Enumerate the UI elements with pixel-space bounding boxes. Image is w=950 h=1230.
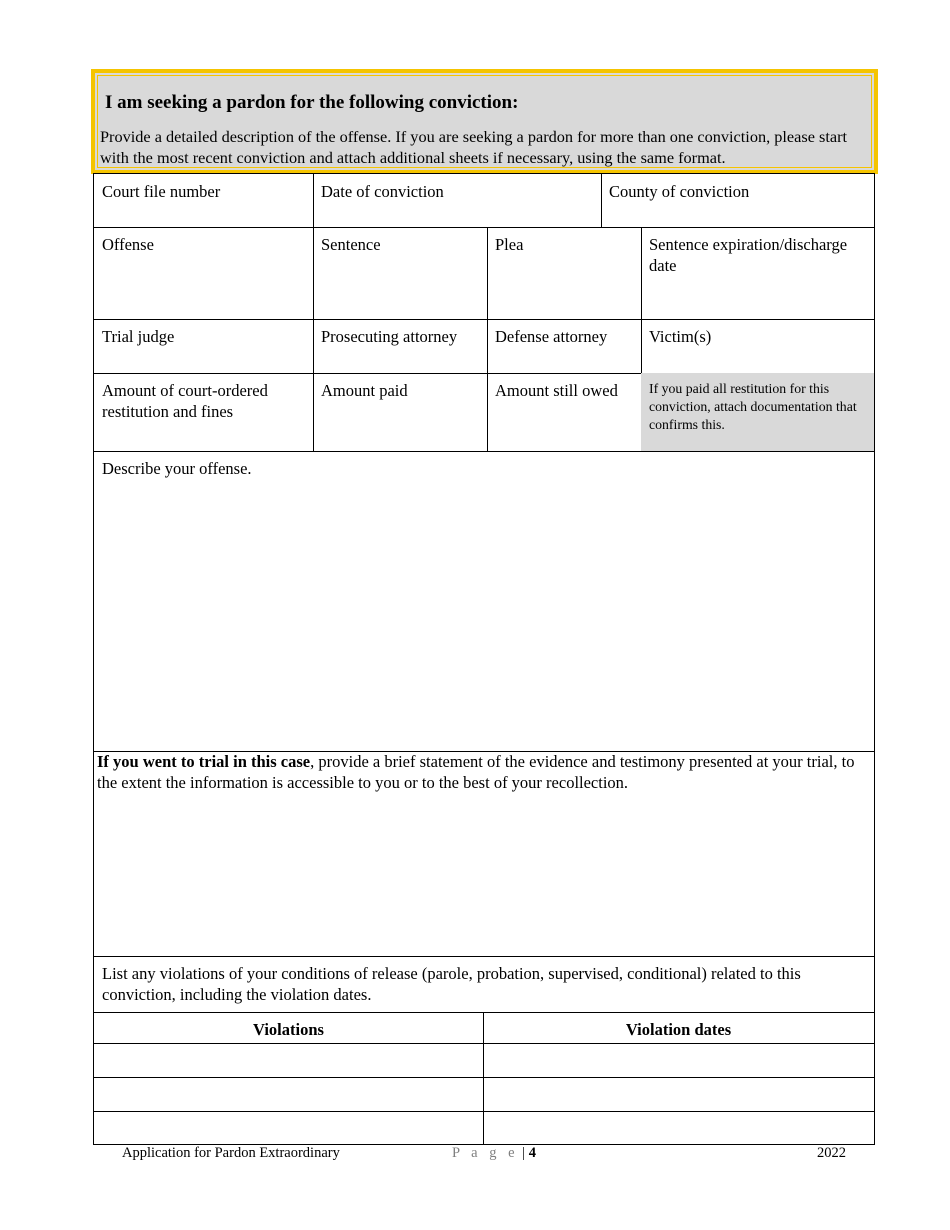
prosecuting-attorney-label: Prosecuting attorney [321,327,458,346]
footer-page-label: P a g e [452,1145,519,1161]
restitution-amount-field[interactable] [93,373,314,452]
amount-owed-label: Amount still owed [495,381,618,400]
restitution-note-text: If you paid all restitution for this conviction, attach documentation that confirms this. [649,381,857,432]
violation-entry-cell[interactable] [93,1043,484,1078]
sentence-field[interactable] [313,227,488,320]
violation-dates-column-header [483,1012,875,1044]
violation-date-entry-cell[interactable] [483,1043,875,1078]
footer-form-name: Application for Pardon Extraordinary [122,1145,340,1161]
date-of-conviction-label: Date of conviction [321,182,444,201]
county-of-conviction-label: County of conviction [609,182,750,201]
violation-date-entry-cell[interactable] [483,1111,875,1145]
court-file-number-label: Court file number [102,182,221,201]
victims-label: Victim(s) [649,327,712,346]
defense-attorney-field[interactable] [487,319,642,374]
plea-field[interactable] [487,227,642,320]
restitution-amount-label: Amount of court-ordered restitution and fines [102,381,268,421]
amount-owed-field[interactable] [487,373,642,452]
prosecuting-attorney-field[interactable] [313,319,488,374]
county-of-conviction-field[interactable] [601,173,875,228]
trial-judge-label: Trial judge [102,327,175,346]
victims-field[interactable] [641,319,875,374]
offense-field[interactable] [93,227,314,320]
trial-judge-field[interactable] [93,319,314,374]
violation-entry-cell[interactable] [93,1077,484,1112]
violations-column-label: Violations [253,1020,324,1039]
restitution-note [641,373,875,452]
trial-statement-bold-lead: If you went to trial in this case [97,752,311,771]
amount-paid-label: Amount paid [321,381,408,400]
sentence-label: Sentence [321,235,381,254]
date-of-conviction-field[interactable] [313,173,602,228]
offense-label: Offense [102,235,154,254]
trial-statement-text: , provide a brief statement of the evidence and testimony presented at your trial, to the extent the information is accessible to you or to the best of your recollection. [97,752,855,792]
plea-label: Plea [495,235,524,254]
footer-year: 2022 [817,1145,846,1161]
trial-statement-field[interactable] [93,751,875,957]
defense-attorney-label: Defense attorney [495,327,608,346]
sentence-expiration-field[interactable] [641,227,875,320]
violations-prompt [93,956,875,1013]
amount-paid-field[interactable] [313,373,488,452]
violations-column-header [93,1012,484,1044]
describe-offense-label: Describe your offense. [102,459,252,478]
violation-date-entry-cell[interactable] [483,1077,875,1112]
section-instructions: Provide a detailed description of the offense. If you are seeking a pardon for more than one conviction, please start with the most recent conviction and attach additional sheets if necessary, using the same format. [100,127,848,167]
violation-dates-column-label: Violation dates [625,1020,732,1039]
describe-offense-field[interactable] [93,451,875,752]
section-title: I am seeking a pardon for the following conviction: [105,92,519,113]
violation-entry-cell[interactable] [93,1111,484,1145]
footer-page-number: 4 [528,1145,536,1161]
violations-prompt-text: List any violations of your conditions of release (parole, probation, supervised, conditional) related to this conviction, including the violation dates. [102,964,801,1004]
sentence-expiration-label: Sentence expiration/discharge date [649,235,848,275]
court-file-number-field[interactable] [93,173,314,228]
footer-page-indicator [452,1145,536,1162]
footer-separator: | [522,1145,526,1161]
